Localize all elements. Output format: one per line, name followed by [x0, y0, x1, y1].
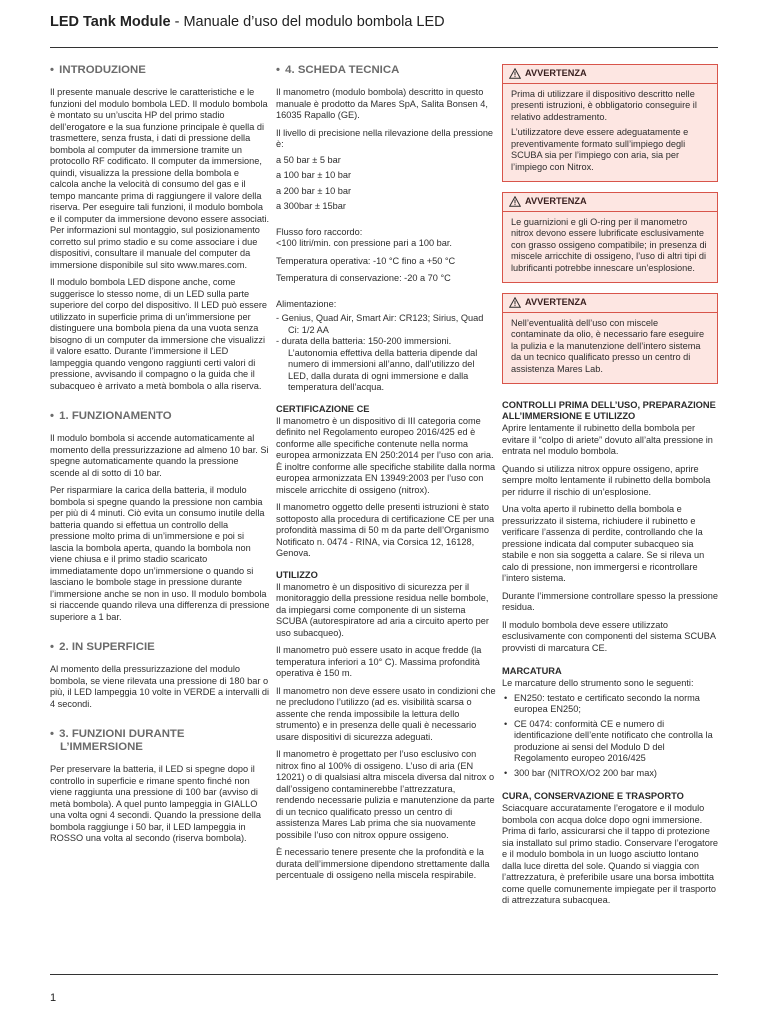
warning-header: AVVERTENZA: [503, 65, 717, 84]
section-heading-intro: • INTRODUZIONE: [50, 64, 146, 76]
warning-header: AVVERTENZA: [503, 294, 717, 313]
accuracy-item: a 100 bar ± 10 bar: [276, 170, 352, 180]
accuracy-item: a 300bar ± 15bar: [276, 201, 346, 211]
paragraph: È necessario tenere presente che la profondità e la durata dell’immersione dipendono strettamente dalla percentuale di ossigeno nella miscela respirabile.: [276, 847, 490, 880]
subheading-ce: CERTIFICAZIONE CE: [276, 403, 370, 414]
power-list: [276, 313, 496, 394]
paragraph: Quando si utilizza nitrox oppure ossigeno, aprire sempre molto lentamente il rubinetto della bombola per ridurre il rischio di un’esplosione.: [502, 463, 711, 497]
doc-title-rest: - Manuale d’uso del modulo bombola LED: [170, 14, 445, 30]
column-2: [276, 64, 496, 888]
subheading-cura: CURA, CONSERVAZIONE E TRASPORTO: [502, 791, 684, 801]
page-number: 1: [50, 992, 57, 1004]
paragraph: Aprire lentamente il rubinetto della bombola per evitare il “colpo di ariete” dovuto all’alta pressione in entrata nel modulo bombola.: [502, 423, 713, 456]
paragraph: Il manometro (modulo bombola) descritto in questo manuale è prodotto da Mares SpA, Salita Bonsen 4, 16035 Rapallo (GE).: [276, 87, 488, 120]
warning-text: Le guarnizioni e gli O-ring per il manometro nitrox devono essere lubrificate esclusivamente con grasso ossigeno compatibile; in presenza di miscele arricchite di ossigeno, l’uso di altri tipi di lubrificanti potrebbe innescare un’esplosione.: [511, 216, 707, 273]
paragraph: Al momento della pressurizzazione del modulo bombola, se viene rilevata una pressione di 180 bar o più, il LED lampeggia 10 volte in VERDE a intervalli di 4 secondi.: [50, 664, 270, 709]
subheading-controlli: CONTROLLI PRIMA DELL’USO, PREPARAZIONE ALL’IMMERSIONE E UTILIZZO: [502, 400, 716, 421]
section-heading-funzionamento: • 1. FUNZIONAMENTO: [50, 410, 172, 422]
warning-triangle-icon: [509, 196, 521, 207]
warning-box: [502, 293, 718, 384]
paragraph: Durante l’immersione controllare spesso la pressione residua.: [502, 590, 719, 612]
paragraph: Sciacquare accuratamente l’erogatore e il modulo bombola con acqua dolce dopo ogni immersione. Prima di farlo, assicurarsi che il tappo di protezione sia installato sul primo stadio. Conservare l’erogatore e il modulo bombola in un luogo asciutto lontano dalla luce diretta del sole. Quando si viaggia con l’attrezzatura, è preferibile usare una borsa imbottita come quelle comunemente impiegate per il trasporto di attrezzatura subacquea.: [502, 803, 719, 905]
section-heading-superficie: • 2. IN SUPERFICIE: [50, 641, 155, 653]
paragraph: Il manometro è progettato per l’uso esclusivo con nitrox fino al 100% di ossigeno. L’uso di aria (EN 12021) o di qualsiasi altra miscela diversa dal nitrox o dall’ossigeno contaminerebbe l’attrezzatura, rendendo necessarie pulizia e manutenzione da parte di un tecnico qualificato presso un centro di assistenza Mares Lab prima che sia nuovamente possibile l’uso con nitrox oppure ossigeno.: [276, 749, 495, 840]
warning-box: [502, 64, 718, 182]
paragraph: Il presente manuale descrive le caratteristiche e le funzioni del modulo bombola LED. Il modulo bombola è montato su un’uscita HP del primo stadio dell’erogatore e la sua funzione principale è quella di trasmettere, senza frusta, i dati di pressione della bombola al computer da immersione tramite un protocollo RF codificato. Il computer da immersione, quindi, visualizza la pressione della bombola e calcola anche la velocità di consumo del gas e il tempo mancante prima di raggiungere il valore della riserva. Per eseguire tali funzioni, il modulo bombola e il computer da immersione devono essere associati. Per informazioni sul montaggio, sul posizionamento corretto sul primo stadio e su come associare i due dispositivi, consultare il manuale del computer da immersione disponibile sul sito www.mares.com.: [50, 87, 270, 270]
paragraph: Temperatura di conservazione: -20 a 70 °C: [276, 273, 451, 283]
paragraph: Le marcature dello strumento sono le seguenti:: [502, 678, 694, 688]
warning-box: [502, 192, 718, 283]
paragraph: Il modulo bombola LED dispone anche, come suggerisce lo stesso nome, di un LED sulla parte superiore del corpo del dispositivo. Il LED può essere utilizzato in superficie prima di un’immersione per distinguere una bombola piena da una vuota senza bisogno di un computer da immersione che visualizzi il valore esatto. Durante l’immersione il LED lampeggia quando vengono raggiunti certi valori di pressione, avvisando il compagno o la guida che il subacqueo è arrivato a metà bombola o alla riserva.: [50, 277, 268, 391]
paragraph: Il manometro può essere usato in acque fredde (la temperatura inferiori a 10° C). Massima profondità operativa è 150 m.: [276, 645, 482, 678]
list-item: • EN250: testato e certificato secondo la norma europea EN250;: [502, 693, 718, 716]
footer-rule: [50, 974, 718, 975]
subheading-utilizzo: UTILIZZO: [276, 569, 318, 580]
marking-list: [502, 693, 718, 780]
warning-text: L’utilizzatore deve essere adeguatamente e preventivamente formato sull’impiego degli SCUBA sia per l’impiego con aria, sia per l’impiego con Nitrox.: [511, 127, 689, 172]
paragraph: Una volta aperto il rubinetto della bombola e pressurizzato il sistema, richiudere il rubinetto e verificare l’assenza di perdite, controllando che la pressione indicata dal computer subacqueo sia stabile e non sia soggetta a calare. Se si rileva un calo di pressione, non immergersi e ricontrollare l’intero sistema.: [502, 504, 705, 583]
paragraph: Il modulo bombola si accende automaticamente al momento della pressurizzazione ad almeno 10 bar. Si spegne automaticamente quando la pressione scende al di sotto di 10 bar.: [50, 433, 269, 478]
column-1: [50, 64, 270, 851]
list-item: - Genius, Quad Air, Smart Air: CR123; Sirius, Quad Ci: 1/2 AA: [276, 313, 496, 336]
subheading-marcatura: MARCATURA: [502, 666, 562, 676]
section-heading-scheda-tecnica: • 4. SCHEDA TECNICA: [276, 64, 400, 76]
warning-text: Prima di utilizzare il dispositivo descritto nelle presenti istruzioni, è obbligatorio conseguire il relativo addestramento.: [511, 88, 697, 122]
accuracy-item: a 50 bar ± 5 bar: [276, 154, 341, 165]
column-3: [502, 64, 718, 913]
paragraph: Il manometro è un dispositivo di III categoria come definito nel Regolamento europeo 2016/425 ed è conforme alle specifiche contenute nella norma europea armonizzata EN 250:2014 per l’uso con aria. È inoltre conforme alle specifiche stabilite dalla norma europea armonizzata EN 13949:2003 per l’uso con miscele arricchite di ossigeno (nitrox).: [276, 415, 496, 495]
paragraph: Il manometro è un dispositivo di sicurezza per il monitoraggio della pressione residua nelle bombole, da impiegarsi come componente di un sistema SCUBA (autorespiratore ad aria a circuito aperto per uso subacqueo).: [276, 581, 489, 638]
doc-title-bold: LED Tank Module: [50, 14, 171, 30]
paragraph: Per preservare la batteria, il LED si spegne dopo il controllo in superficie e rimane spento finché non viene raggiunta una pressione di 100 bar (avviso di metà bombola). A quel punto lampeggia in GIALLO una volta ogni 4 secondi. Quando la pressione della bombola raggiunge i 50 bar, il LED lampeggia in ROSSO una volta al secondo (riserva bombola).: [50, 764, 261, 843]
warning-triangle-icon: [509, 297, 521, 308]
section-heading-immersione: • 3. FUNZIONI DURANTE L’IMMERSIONE: [50, 728, 185, 753]
paragraph: Il manometro oggetto delle presenti istruzioni è stato sottoposto alla procedura di certificazione CE per una profondità massima di 50 m da parte dell’Organismo Notificato n. 0474 - RINA, via Corsica 12, 16128, Genova.: [276, 502, 495, 558]
warning-triangle-icon: [509, 68, 521, 79]
page-header: [50, 14, 718, 30]
warning-text: Nell’eventualità dell’uso con miscele contaminate da olio, è necessario fare eseguire la pulizia e la manutenzione dell’intero sistema da un tecnico qualificato presso un centro di assistenza Mares Lab.: [511, 317, 705, 374]
paragraph: Flusso foro raccordo: <100 litri/min. con pressione pari a 100 bar.: [276, 226, 452, 248]
paragraph: Alimentazione:: [276, 298, 337, 309]
paragraph: Il manometro non deve essere usato in condizioni che ne precludono l’utilizzo (ad es. visibilità scarsa o assente che renda impossibile la lettura dello strumento) e in presenza delle quali è necessario usare dispositivi di sicurezza adeguati.: [276, 685, 496, 742]
paragraph: Il livello di precisione nella rilevazione della pressione è:: [276, 127, 494, 149]
list-item: • CE 0474: conformità CE e numero di identificazione dell’ente notificato che controlla la produzione ai sensi del Modulo D del Regolamento europeo 2016/425: [502, 719, 718, 765]
warning-header: AVVERTENZA: [503, 193, 717, 212]
list-item: • 300 bar (NITROX/O2 200 bar max): [502, 768, 718, 780]
paragraph: Il modulo bombola deve essere utilizzato esclusivamente con componenti del sistema SCUBA provvisti di marcatura CE.: [502, 619, 716, 653]
header-rule: [50, 47, 718, 48]
paragraph: Per risparmiare la carica della batteria, il modulo bombola si spegne quando la pressione non cambia per più di 4 minuti. Ciò evita un consumo inutile della batteria quando si effettua un controllo della pressione molto prima di un’immersione e poi si lascia la bombola aperta, quando la bombola non viene chiusa e il primo stadio scaricato immediatamente dopo un’immersione o quando si lasciano le bombole stage in pressione durante l’immersione anche se non in uso. Il modulo bombola si riaccende quando rileva una differenza di pressione superiore a 1 bar.: [50, 485, 270, 622]
list-item: - durata della batteria: 150-200 immersioni. L’autonomia effettiva della batteria dipende dal numero di immersioni all’anno, dall’utilizzo del LED, dalla durata di ogni immersione e dalla temperatura dell’acqua.: [276, 336, 496, 394]
accuracy-item: a 200 bar ± 10 bar: [276, 185, 352, 196]
paragraph: Temperatura operativa: -10 °C fino a +50 °C: [276, 255, 456, 266]
